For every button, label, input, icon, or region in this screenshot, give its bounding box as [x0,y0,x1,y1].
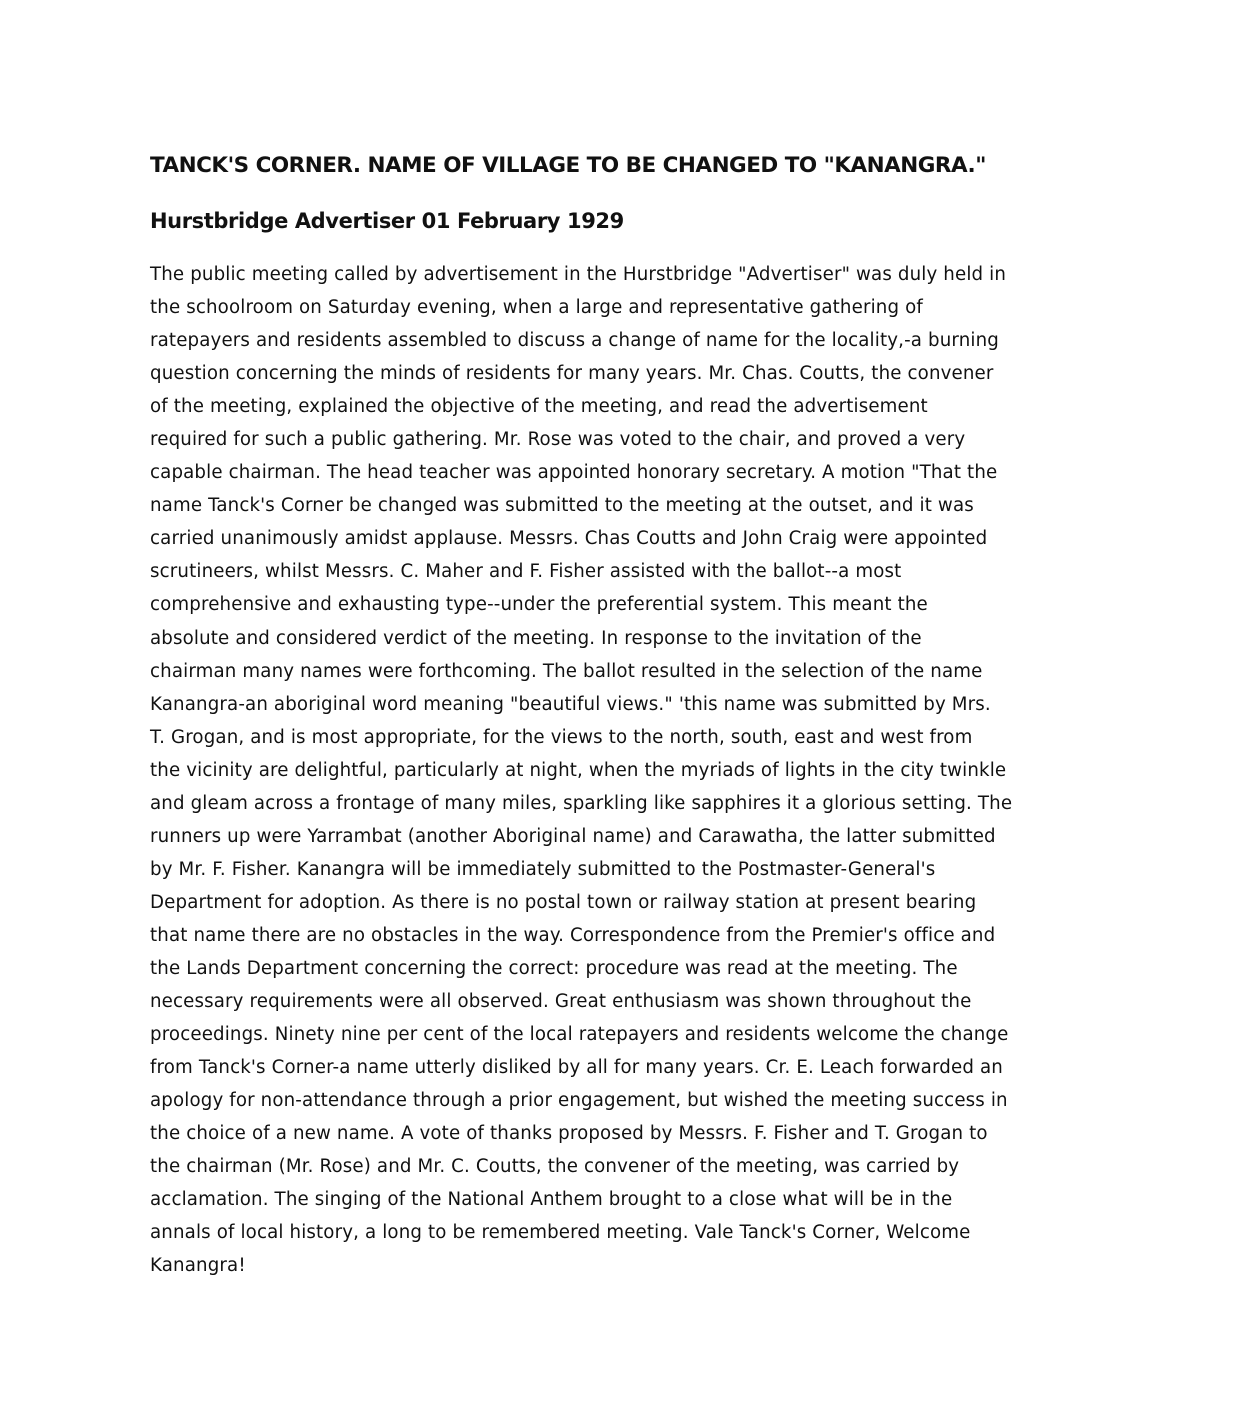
article-body-line: from Tanck's Corner-a name utterly disliked by all for many years. Cr. E. Leach forwarded an [150,1057,1003,1079]
article-body-line: the chairman (Mr. Rose) and Mr. C. Coutts, the convener of the meeting, was carried by [150,1156,960,1178]
article-body-line: runners up were Yarrambat (another Aboriginal name) and Carawatha, the latter submitted [150,825,996,847]
article-body-line: absolute and considered verdict of the meeting. In response to the invitation of the [150,627,922,649]
article-body-line: scrutineers, whilst Messrs. C. Maher and F. Fisher assisted with the ballot--a most [150,561,902,583]
article-body-line: necessary requirements were all observed. Great enthusiasm was shown throughout the [150,991,972,1013]
document-page [150,150,1090,1282]
article-body-line: comprehensive and exhausting type--under the preferential system. This meant the [150,594,928,616]
article-body-line: proceedings. Ninety nine per cent of the local ratepayers and residents welcome the change [150,1024,1009,1046]
article-source-date: Hurstbridge Advertiser 01 February 1929 [150,209,624,233]
article-body-line: the Lands Department concerning the correct: procedure was read at the meeting. The [150,957,958,979]
article-body-line: the vicinity are delightful, particularly at night, when the myriads of lights in the city twinkle [150,759,1007,781]
article-body-line: by Mr. F. Fisher. Kanangra will be immediately submitted to the Postmaster-General's [150,858,936,880]
article-body-line: name Tanck's Corner be changed was submitted to the meeting at the outset, and it was [150,495,974,517]
article-body-line: Department for adoption. As there is no postal town or railway station at present bearing [150,891,977,913]
article-body-line: Kanangra-an aboriginal word meaning "beautiful views." 'this name was submitted by Mrs. [150,693,991,715]
article-body-line: that name there are no obstacles in the way. Correspondence from the Premier's office and [150,924,996,946]
article-body-line: carried unanimously amidst applause. Messrs. Chas Coutts and John Craig were appointed [150,528,988,550]
article-body-line: T. Grogan, and is most appropriate, for the views to the north, south, east and west from [150,726,973,748]
article-body-line: annals of local history, a long to be remembered meeting. Vale Tanck's Corner, Welcome [150,1222,971,1244]
article-body-line: capable chairman. The head teacher was appointed honorary secretary. A motion "That the [150,462,998,484]
article-body-line: The public meeting called by advertisement in the Hurstbridge "Advertiser" was duly held in [150,264,1007,285]
article-body-line: the schoolroom on Saturday evening, when a large and representative gathering of [150,297,923,319]
article-body-line: the choice of a new name. A vote of thanks proposed by Messrs. F. Fisher and T. Grogan to [150,1123,988,1145]
article-title: TANCK'S CORNER. NAME OF VILLAGE TO BE CHANGED TO "KANANGRA." [150,153,986,178]
article-body-line: and gleam across a frontage of many miles, sparkling like sapphires it a glorious setting. The [150,792,1013,814]
article-body-line: required for such a public gathering. Mr. Rose was voted to the chair, and proved a very [150,429,966,451]
article-body [150,258,1090,1282]
article-body-line: chairman many names were forthcoming. The ballot resulted in the selection of the name [150,660,983,682]
article-body-line: Kanangra! [150,1255,246,1277]
article-body-line: question concerning the minds of residents for many years. Mr. Chas. Coutts, the convener [150,363,994,385]
article-body-line: ratepayers and residents assembled to discuss a change of name for the locality,-a burning [150,330,999,352]
article-body-line: apology for non-attendance through a prior engagement, but wished the meeting success in [150,1090,1008,1112]
article-body-line: of the meeting, explained the objective of the meeting, and read the advertisement [150,396,928,418]
article-body-line: acclamation. The singing of the National Anthem brought to a close what will be in the [150,1189,953,1211]
